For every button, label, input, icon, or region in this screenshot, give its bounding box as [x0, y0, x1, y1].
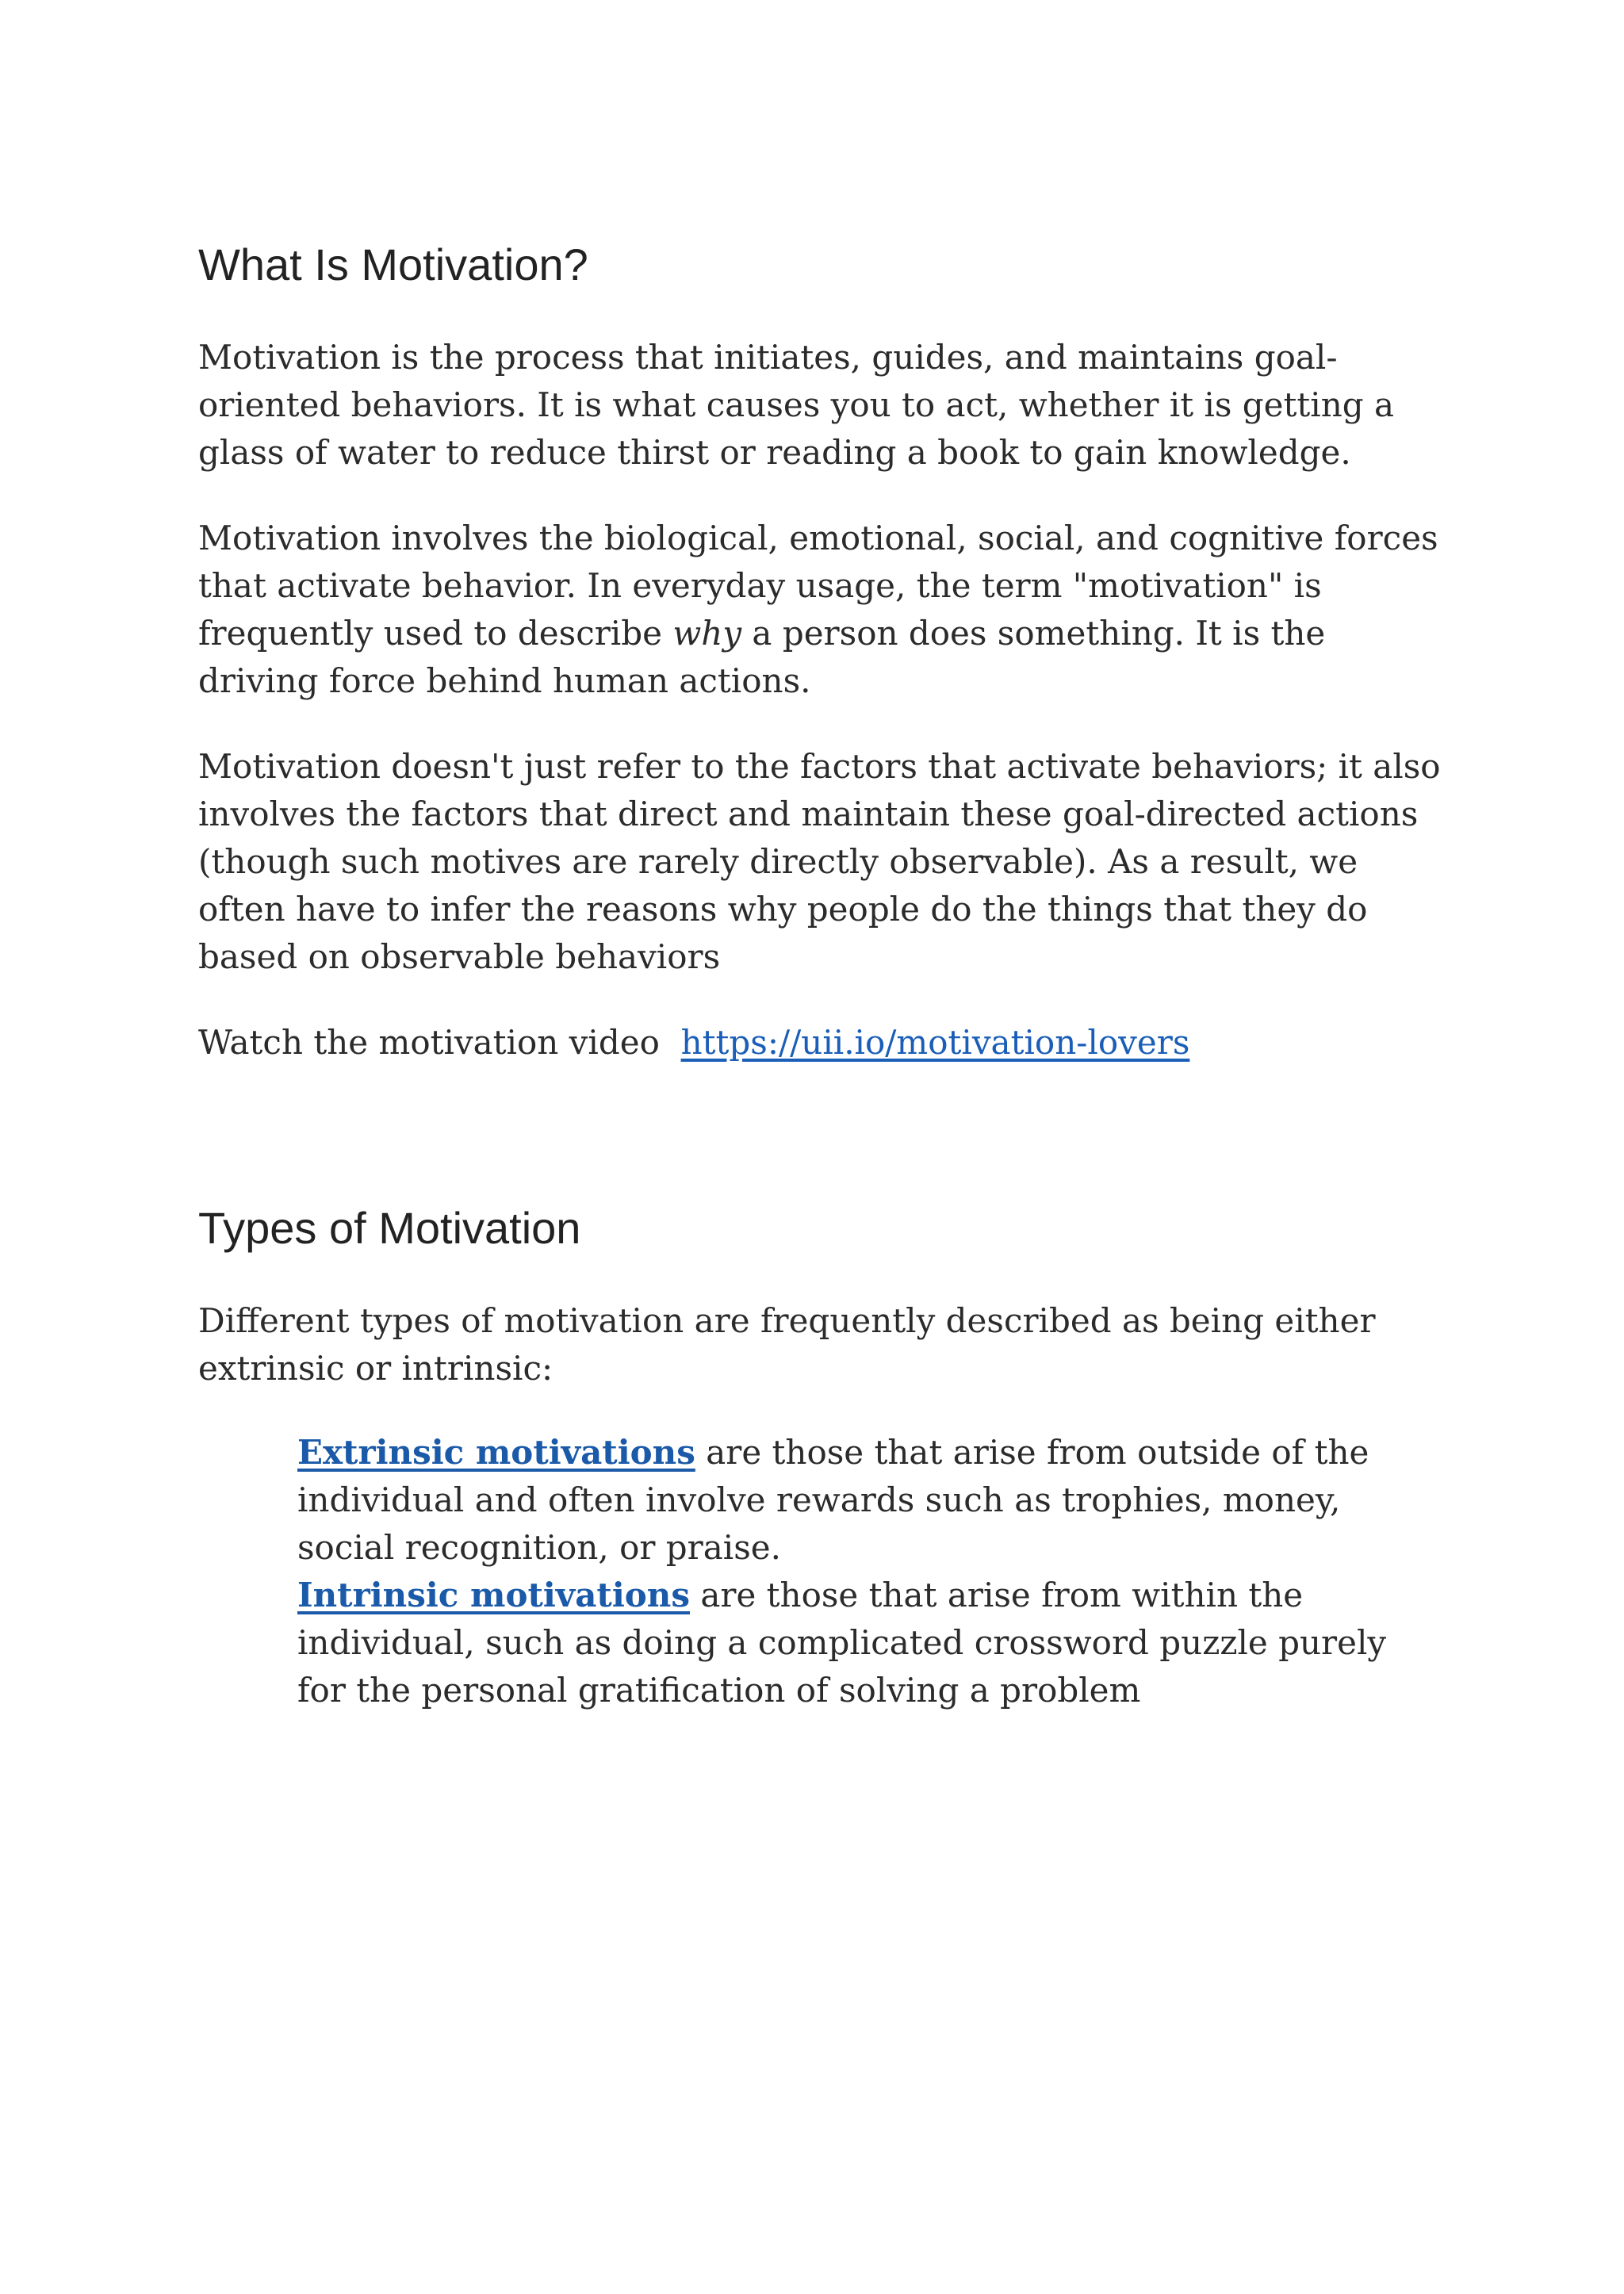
- paragraph-definition: Motivation is the process that initiates, guides, and maintains goal-oriented behaviors. It is what causes you to act, whether it is getting a glass of water to reduce thirst or reading a book to gain knowledge.: [198, 338, 1395, 473]
- paragraph-forces-emphasis: why: [672, 614, 742, 653]
- intrinsic-motivations-link[interactable]: Intrinsic motivations: [297, 1576, 690, 1615]
- paragraph-forces: [198, 515, 1443, 705]
- heading-types-of-motivation: Types of Motivation: [198, 1203, 581, 1254]
- paragraph-types-intro: Different types of motivation are frequently described as being either extrinsic or intrinsic:: [198, 1301, 1376, 1388]
- paragraph-factors: Motivation doesn't just refer to the factors that activate behaviors; it also involves the factors that direct and maintain these goal-directed actions (though such motives are rarely directly observable). As a result, we often have to infer the reasons why people do the things that they do based on observable behaviors: [198, 747, 1441, 977]
- paragraph-forces-text-2: a person does something. It is the driving force behind human actions.: [198, 614, 1326, 701]
- extrinsic-description: are those that arise from outside of the individual and often involve rewards such as trophies, money, social recognition, or praise.: [297, 1433, 1369, 1568]
- paragraph-video: [198, 1019, 1443, 1067]
- list-item-extrinsic: [297, 1429, 1443, 1572]
- document-body: [198, 238, 1443, 1714]
- motivation-types-list: [198, 1429, 1443, 1714]
- list-item-intrinsic: [297, 1572, 1443, 1714]
- motivation-video-link[interactable]: https://uii.io/motivation-lovers: [680, 1023, 1190, 1063]
- extrinsic-motivations-link[interactable]: Extrinsic motivations: [297, 1433, 695, 1473]
- paragraph-forces-text-1: Motivation involves the biological, emotional, social, and cognitive forces that activate behavior. In everyday usage, the term "motivation" is frequently used to describe: [198, 519, 1438, 653]
- heading-what-is-motivation: What Is Motivation?: [198, 239, 588, 289]
- video-label: Watch the motivation video: [198, 1023, 660, 1063]
- intrinsic-description: are those that arise from within the individual, such as doing a complicated crossword puzzle purely for the personal gratification of solving a problem: [297, 1576, 1387, 1710]
